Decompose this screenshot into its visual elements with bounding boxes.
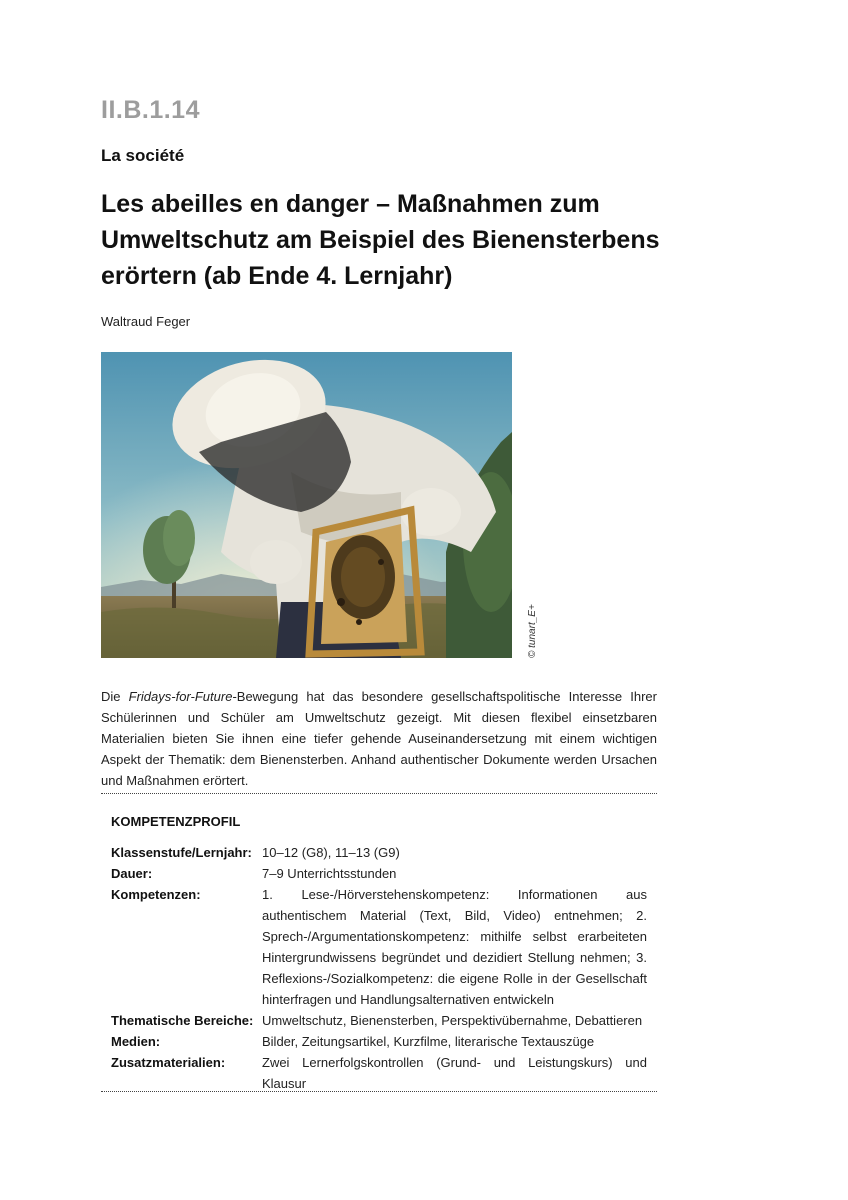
profile-value: Umweltschutz, Bienensterben, Perspektivübernahme, Debattieren bbox=[262, 1013, 643, 1028]
photo-credit: © tunart_E+ bbox=[527, 604, 538, 658]
profile-label: Medien: bbox=[111, 1034, 161, 1049]
profile-label: Thematische Bereiche: bbox=[111, 1013, 254, 1028]
profile-value: 1. Lese-/Hörverstehenskompetenz: Informationen aus authentischem Material (Text, Bild, Video) entnehmen; 2. Sprech-/Argumentationskompetenz: mithilfe selbst erarbeiteten Hintergrundwissens begründet und dezidiert Stellung nehmen; 3. Reflexions-/Sozialkompetenz: die eigene Rolle in der Gesellschaft hinterfragen und Handlungsalternativen entwickeln bbox=[262, 887, 647, 1007]
profile-row bbox=[111, 863, 647, 884]
profile-row bbox=[111, 842, 647, 863]
profile-label: Zusatzmaterialien: bbox=[111, 1055, 226, 1070]
document-code: II.B.1.14 bbox=[101, 96, 200, 124]
profile-row bbox=[111, 1031, 647, 1052]
profile-label: Klassenstufe/Lernjahr: bbox=[111, 845, 252, 860]
intro-paragraph: Die Fridays-for-Future-Bewegung hat das besondere gesellschaftspolitische Interesse Ihrer Schülerinnen und Schüler am Umweltschutz gezeigt. Mit diesen flexibel einsetzbaren Materialien bieten Sie ihnen eine tiefer gehende Auseinandersetzung mit einem wichtigen Aspekt der Thematik: dem Bienensterben. Anhand authentischer Dokumente werden Ursachen und Maßnahmen erörtert. bbox=[101, 689, 657, 788]
page-title: Les abeilles en danger – Maßnahmen zum Umweltschutz am Beispiel des Bienensterbens erörtern (ab Ende 4. Lernjahr) bbox=[101, 190, 660, 290]
divider-top bbox=[101, 793, 657, 794]
profile-row bbox=[111, 1010, 647, 1031]
category-label: La société bbox=[101, 146, 185, 165]
beekeeper-photo bbox=[101, 352, 512, 658]
divider-bottom bbox=[101, 1091, 657, 1092]
profile-label: Kompetenzen: bbox=[111, 887, 201, 902]
profile-value: Bilder, Zeitungsartikel, Kurzfilme, literarische Textauszüge bbox=[262, 1034, 595, 1049]
profile-value: Zwei Lernerfolgskontrollen (Grund- und Leistungskurs) und Klausur bbox=[262, 1055, 647, 1091]
profile-value: 10–12 (G8), 11–13 (G9) bbox=[262, 845, 400, 860]
profile-value: 7–9 Unterrichtsstunden bbox=[262, 866, 397, 881]
profile-row bbox=[111, 884, 647, 1010]
competence-profile bbox=[111, 842, 647, 1094]
profile-row bbox=[111, 1052, 647, 1094]
profile-label: Dauer: bbox=[111, 866, 153, 881]
author-name: Waltraud Feger bbox=[101, 314, 191, 329]
intro-italic-term: Fridays-for-Future bbox=[128, 689, 233, 704]
profile-heading: KOMPETENZPROFIL bbox=[111, 814, 241, 829]
